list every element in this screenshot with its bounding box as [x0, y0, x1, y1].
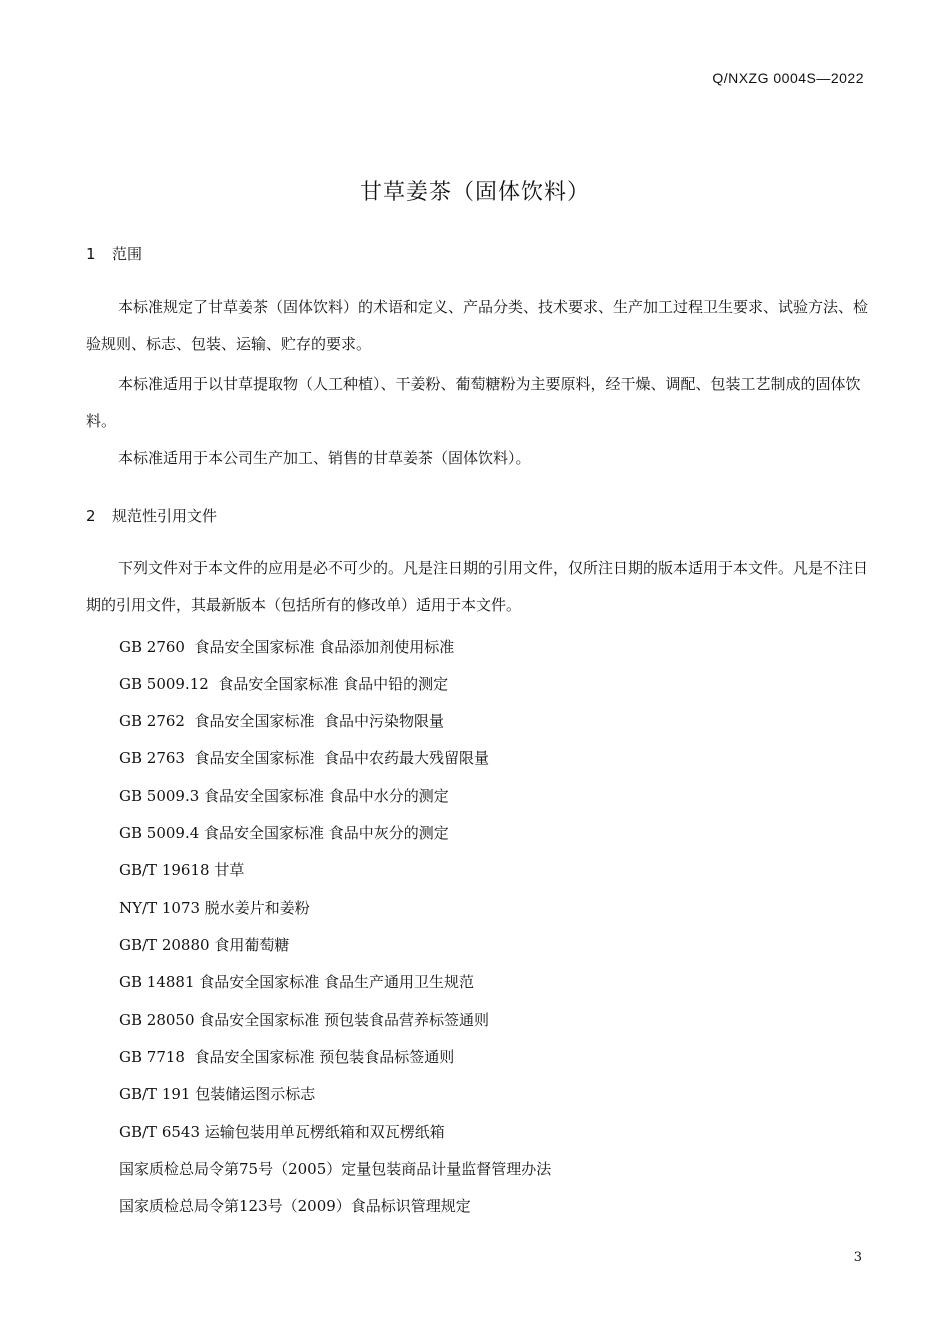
section-number: 1: [86, 245, 96, 263]
section-title: 规范性引用文件: [112, 507, 218, 525]
section-heading-scope: [86, 243, 142, 264]
reference-item: GB/T 20880 食用葡萄糖: [119, 936, 290, 954]
reference-item: GB/T 6543 运输包装用单瓦楞纸箱和双瓦楞纸箱: [119, 1123, 445, 1141]
section-number: 2: [86, 507, 96, 525]
reference-item: 国家质检总局令第123号（2009）食品标识管理规定: [119, 1197, 471, 1215]
reference-item: GB 2763 食品安全国家标准 食品中农药最大残留限量: [119, 749, 490, 767]
reference-item: GB 14881 食品安全国家标准 食品生产通用卫生规范: [119, 973, 475, 991]
reference-item: GB 2762 食品安全国家标准 食品中污染物限量: [119, 712, 445, 730]
reference-item: GB 28050 食品安全国家标准 预包装食品营养标签通则: [119, 1011, 490, 1029]
reference-item: GB 5009.3 食品安全国家标准 食品中水分的测定: [119, 787, 449, 805]
reference-item: GB 5009.12 食品安全国家标准 食品中铅的测定: [119, 675, 449, 693]
paragraph: 本标准规定了甘草姜茶（固体饮料）的术语和定义、产品分类、技术要求、生产加工过程卫生要求、试验方法、检验规则、标志、包装、运输、贮存的要求。: [86, 298, 869, 353]
paragraph: 本标准适用于本公司生产加工、销售的甘草姜茶（固体饮料）。: [118, 449, 531, 467]
standard-code: Q/NXZG 0004S—2022: [712, 70, 864, 86]
reference-item: GB/T 19618 甘草: [119, 861, 245, 879]
reference-item: GB 2760 食品安全国家标准 食品添加剂使用标准: [119, 638, 455, 656]
paragraph: 本标准适用于以甘草提取物（人工种植）、干姜粉、葡萄糖粉为主要原料，经干燥、调配、包装工艺制成的固体饮料。: [86, 375, 861, 430]
reference-item: NY/T 1073 脱水姜片和姜粉: [119, 899, 310, 917]
reference-item: GB 7718 食品安全国家标准 预包装食品标签通则: [119, 1048, 455, 1066]
reference-item: GB/T 191 包装储运图示标志: [119, 1085, 316, 1103]
reference-item: GB 5009.4 食品安全国家标准 食品中灰分的测定: [119, 824, 449, 842]
reference-item: 国家质检总局令第75号（2005）定量包装商品计量监督管理办法: [119, 1160, 552, 1178]
document-title: 甘草姜茶（固体饮料）: [359, 180, 590, 205]
paragraph: 下列文件对于本文件的应用是必不可少的。凡是注日期的引用文件，仅所注日期的版本适用于本文件。凡是不注日期的引用文件，其最新版本（包括所有的修改单）适用于本文件。: [86, 559, 869, 614]
page-number: 3: [853, 1250, 862, 1265]
section-heading-references: [86, 505, 217, 526]
section-title: 范围: [112, 245, 143, 263]
